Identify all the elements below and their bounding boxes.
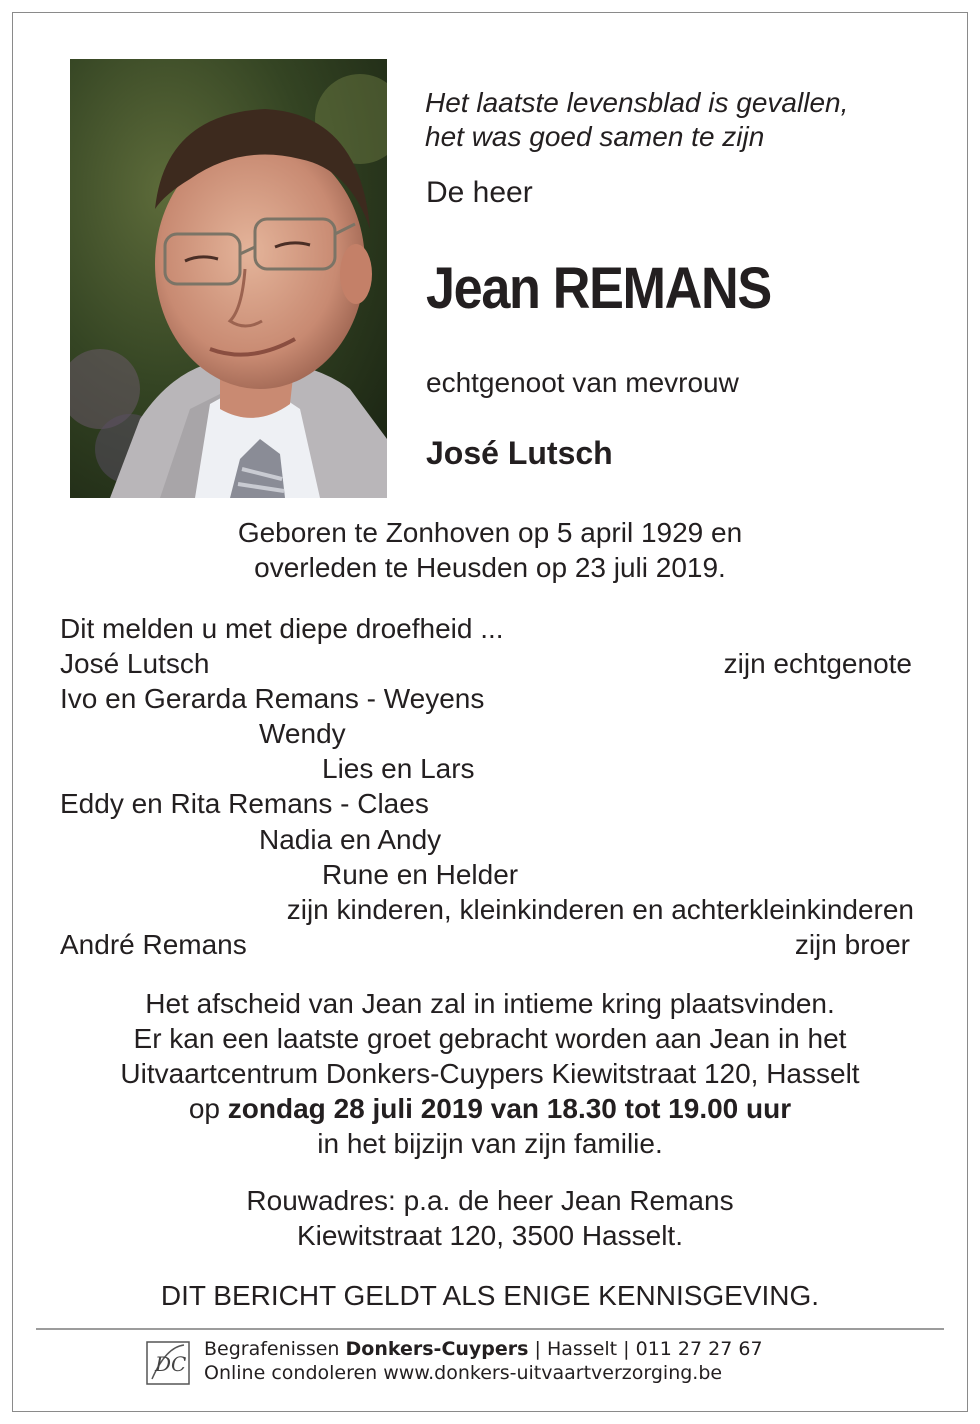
footer-line-1	[204, 1338, 763, 1360]
spouse-name: José Lutsch	[426, 435, 613, 471]
farewell-date-prefix: op	[188, 1093, 221, 1124]
farewell-line-3: Uitvaartcentrum Donkers-Cuypers Kiewitstraat 120, Hasselt	[120, 1058, 860, 1089]
family-brother: André Remans	[60, 929, 247, 960]
family-grandchild-1: Wendy	[259, 718, 346, 749]
deceased-name: Jean REMANS	[426, 256, 771, 321]
memorial-quote	[425, 86, 848, 154]
funeral-home-logo	[146, 1341, 190, 1385]
family-children-role: zijn kinderen, kleinkinderen en achterkleinkinderen	[286, 894, 914, 925]
farewell-line-2: Er kan een laatste groet gebracht worden aan Jean in het	[133, 1023, 847, 1054]
family-child-1: Ivo en Gerarda Remans - Weyens	[60, 683, 485, 714]
notice-text: DIT BERICHT GELDT ALS ENIGE KENNISGEVING.	[160, 1280, 820, 1311]
spouse-intro: echtgenoot van mevrouw	[426, 367, 739, 398]
farewell-line-1: Het afscheid van Jean zal in intieme kring plaatsvinden.	[145, 988, 835, 1019]
birth-line: Geboren te Zonhoven op 5 april 1929 en	[237, 517, 743, 548]
portrait-photo	[70, 59, 387, 498]
family-greatgrandchild-1: Lies en Lars	[322, 753, 475, 784]
family-child-2: Eddy en Rita Remans - Claes	[60, 788, 429, 819]
farewell-text	[0, 986, 980, 1161]
address-line-1: Rouwadres: p.a. de heer Jean Remans	[246, 1185, 734, 1216]
footer-divider	[36, 1328, 944, 1330]
quote-line-2: het was goed samen te zijn	[425, 121, 765, 152]
farewell-date: zondag 28 juli 2019 van 18.30 tot 19.00 uur	[227, 1093, 792, 1124]
footer-prefix: Begrafenissen	[204, 1338, 340, 1360]
family-spouse-role: zijn echtgenote	[723, 648, 912, 679]
footer-phone: 011 27 27 67	[635, 1338, 763, 1360]
birth-death-text	[0, 515, 980, 585]
logo-letters: DC	[155, 1352, 187, 1376]
quote-line-1: Het laatste levensblad is gevallen,	[425, 87, 849, 118]
death-line: overleden te Heusden op 23 juli 2019.	[254, 552, 726, 583]
footer-separator-1: |	[534, 1338, 541, 1360]
footer-company: Donkers-Cuypers	[345, 1338, 529, 1360]
address-line-2: Kiewitstraat 120, 3500 Hasselt.	[297, 1220, 683, 1251]
honorific: De heer	[426, 176, 533, 209]
mourning-address	[0, 1183, 980, 1253]
farewell-line-5: in het bijzijn van zijn familie.	[317, 1128, 663, 1159]
farewell-line-4	[0, 1091, 980, 1126]
family-spouse: José Lutsch	[60, 648, 210, 679]
family-greatgrandchild-2: Rune en Helder	[322, 859, 519, 890]
family-grandchild-2: Nadia en Andy	[259, 824, 442, 855]
footer-line-2: Online condoleren www.donkers-uitvaartverzorging.be	[204, 1362, 723, 1384]
family-intro: Dit melden u met diepe droefheid ...	[60, 613, 504, 644]
footer-separator-2: |	[623, 1338, 630, 1360]
footer-city: Hasselt	[546, 1338, 618, 1360]
family-brother-role: zijn broer	[794, 929, 910, 960]
